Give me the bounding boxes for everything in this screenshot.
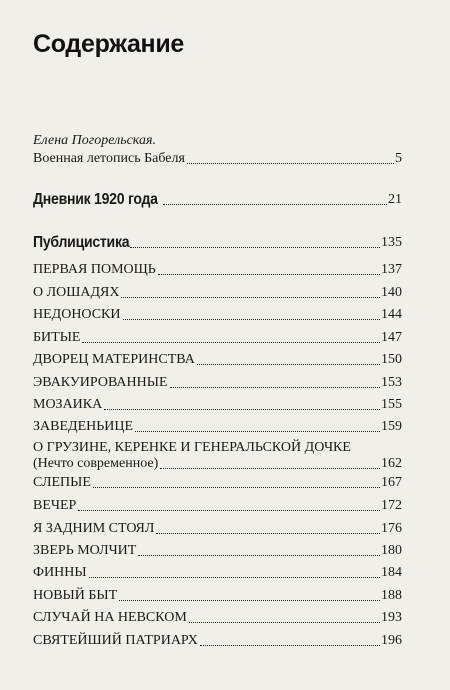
toc-entry[interactable] [33, 588, 402, 604]
dot-leader [197, 364, 380, 365]
toc-entry[interactable] [33, 330, 402, 346]
toc-section-page: 21 [388, 192, 402, 207]
toc-entry-title: СЛУЧАЙ НА НЕВСКОМ [33, 610, 187, 625]
toc-entry[interactable] [33, 375, 402, 391]
toc-entry-title: Военная летопись Бабеля [33, 151, 185, 166]
toc-entry[interactable] [33, 498, 402, 514]
toc-entry-page: 172 [381, 498, 402, 513]
toc-entry[interactable] [33, 543, 402, 559]
toc-entry[interactable] [33, 419, 402, 435]
toc-entry-title: ВЕЧЕР [33, 498, 77, 513]
dot-leader [119, 600, 380, 601]
toc-entry-page: 184 [381, 565, 402, 580]
toc-entry-page: 176 [381, 521, 402, 536]
toc-entry-title-wrap [33, 440, 402, 456]
dot-leader [200, 645, 380, 646]
toc-entry-title-line1: О ГРУЗИНЕ, КЕРЕНКЕ И ГЕНЕРАЛЬСКОЙ ДОЧКЕ [33, 440, 351, 455]
dot-leader [170, 387, 380, 388]
toc-entry-title-line2: (Нечто современное) [33, 456, 159, 471]
toc-entry-page: 140 [381, 285, 402, 300]
toc-entry[interactable] [33, 475, 402, 491]
toc-entry-page: 193 [381, 610, 402, 625]
dot-leader [89, 577, 380, 578]
toc-entry-title: ДВОРЕЦ МАТЕРИНСТВА [33, 352, 195, 367]
toc-entry-page: 153 [381, 375, 402, 390]
toc-entry[interactable] [33, 397, 402, 413]
dot-leader [93, 487, 380, 488]
toc-entry-page: 162 [381, 456, 402, 471]
toc-entry-page: 196 [381, 633, 402, 648]
toc-entry-page: 144 [381, 307, 402, 322]
toc-entry-title: НЕДОНОСКИ [33, 307, 121, 322]
toc-entry-title: МОЗАИКА [33, 397, 103, 412]
toc-entry[interactable] [33, 610, 402, 626]
toc-entry[interactable] [33, 565, 402, 581]
toc-entry-title: НОВЫЙ БЫТ [33, 588, 118, 603]
toc-entry-title: ПЕРВАЯ ПОМОЩЬ [33, 262, 156, 277]
dot-leader [135, 431, 380, 432]
toc-entry-page: 188 [381, 588, 402, 603]
toc-section-title: Публицистика [33, 234, 130, 251]
toc-section-publicistics[interactable] [33, 235, 402, 251]
toc-entry-title: ЗАВЕДЕНЬИЦЕ [33, 419, 134, 434]
toc-entry-title: ФИННЫ [33, 565, 87, 580]
intro-author: Елена Погорельская. [33, 133, 156, 148]
toc-entry-page: 159 [381, 419, 402, 434]
dot-leader [163, 204, 387, 205]
dot-leader [138, 555, 380, 556]
dot-leader [130, 247, 380, 248]
toc-entry-page: 155 [381, 397, 402, 412]
toc-entry-page: 180 [381, 543, 402, 558]
toc-entry[interactable] [33, 307, 402, 323]
toc-entry-page: 147 [381, 330, 402, 345]
dot-leader [160, 468, 380, 469]
toc-entry[interactable] [33, 285, 402, 301]
toc-entry-title: СВЯТЕЙШИЙ ПАТРИАРХ [33, 633, 198, 648]
page-title: Содержание [33, 30, 185, 58]
dot-leader [82, 342, 380, 343]
toc-entry-title: ЗВЕРЬ МОЛЧИТ [33, 543, 137, 558]
toc-entry-title: Я ЗАДНИМ СТОЯЛ [33, 521, 155, 536]
toc-entry[interactable] [33, 456, 402, 472]
dot-leader [189, 622, 380, 623]
toc-entry[interactable] [33, 633, 402, 649]
toc-entry-page: 5 [395, 151, 402, 166]
toc-section-title: Дневник 1920 года [33, 191, 158, 208]
dot-leader [123, 319, 381, 320]
toc-entry[interactable] [33, 521, 402, 537]
toc-section-page: 135 [381, 235, 402, 250]
dot-leader [78, 510, 380, 511]
toc-entry-title: БИТЫЕ [33, 330, 81, 345]
dot-leader [121, 297, 380, 298]
toc-entry[interactable] [33, 262, 402, 278]
toc-entry-intro[interactable] [33, 151, 402, 167]
toc-entry-title: О ЛОШАДЯХ [33, 285, 120, 300]
toc-entry-title: СЛЕПЫЕ [33, 475, 91, 490]
dot-leader [158, 274, 380, 275]
toc-entry[interactable] [33, 352, 402, 368]
toc-entry-page: 167 [381, 475, 402, 490]
toc-entry-page: 137 [381, 262, 402, 277]
dot-leader [156, 533, 380, 534]
toc-section-diary[interactable] [33, 192, 402, 208]
dot-leader [104, 409, 380, 410]
toc-entry-title: ЭВАКУИРОВАННЫЕ [33, 375, 168, 390]
toc-entry-page: 150 [381, 352, 402, 367]
dot-leader [187, 163, 394, 164]
